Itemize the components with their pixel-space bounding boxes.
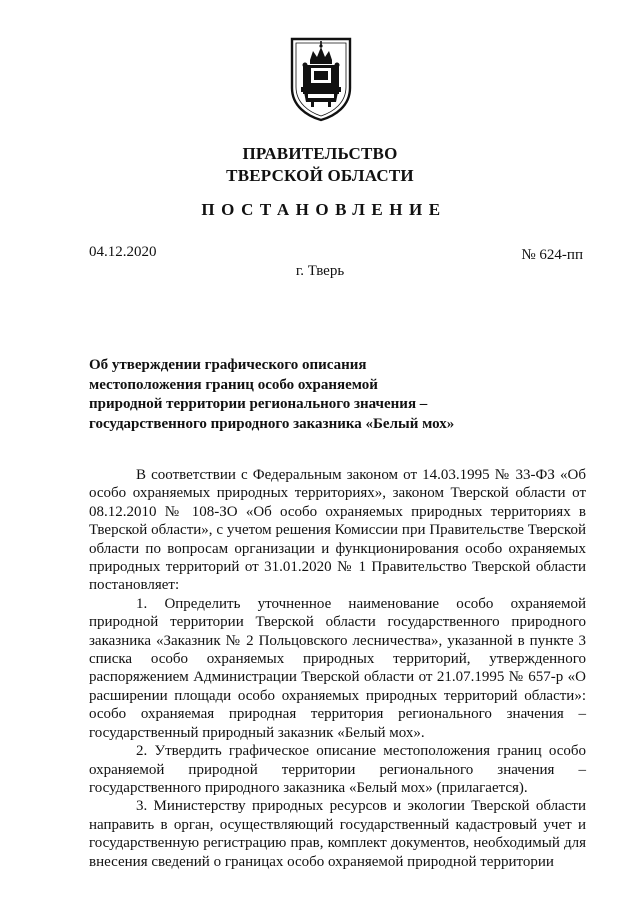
document-subject	[89, 356, 509, 434]
document-body	[89, 466, 586, 871]
body-item-1: 1. Определить уточненное наименование особо охраняемой природной территории Тверской области государственного природного заказника «Заказник № 2 Польцовского лесничества», указанной в пункте 3 списка особо охраняемых природных территорий, утвержденного распоряжением Администрации Тверской области от 21.07.1995 № 657-р «О расширении площади особо охраняемых природных территорий области»: особо охраняемая природная территория регионального значения – государственный природный заказник «Белый мох».	[89, 595, 586, 741]
document-city: г. Тверь	[295, 263, 345, 279]
subject-line: местоположения границ особо охраняемой	[89, 376, 378, 393]
government-title-line1: ПРАВИТЕЛЬСТВО	[242, 144, 398, 163]
body-preamble: В соответствии с Федеральным законом от 14.03.1995 № 33-ФЗ «Об особо охраняемых природных территориях», законом Тверской области от 08.12.2010 № 108-ЗО «Об особо охраняемых природных территориях в Тверской области», с учетом решения Комиссии при Правительстве Тверской области по вопросам организации и функционирования особо охраняемых природных территорий от 31.01.2020 № 1 Правительство Тверской области постановляет:	[89, 467, 586, 594]
document-type-heading: ПОСТАНОВЛЕНИЕ	[201, 200, 447, 219]
subject-line: государственного природного заказника «Белый мох»	[89, 415, 455, 432]
document-date: 04.12.2020	[89, 244, 157, 260]
government-title-line2: ТВЕРСКОЙ ОБЛАСТИ	[226, 166, 414, 185]
body-item-2: 2. Утвердить графическое описание местоположения границ особо охраняемой природной территории регионального значения – государственного природного заказника «Белый мох» (прилагается).	[89, 743, 586, 796]
subject-line: Об утверждении графического описания	[89, 357, 367, 373]
body-item-3: 3. Министерству природных ресурсов и экологии Тверской области направить в орган, осуществляющий государственный кадастровый учет и государственную регистрацию прав, комплект документов, необходимый для внесения сведений о границах особо охраняемой природной территории	[89, 798, 586, 870]
subject-line: природной территории регионального значения –	[89, 396, 428, 412]
document-number: № 624-пп	[521, 247, 583, 263]
coat-of-arms-icon	[289, 36, 353, 122]
